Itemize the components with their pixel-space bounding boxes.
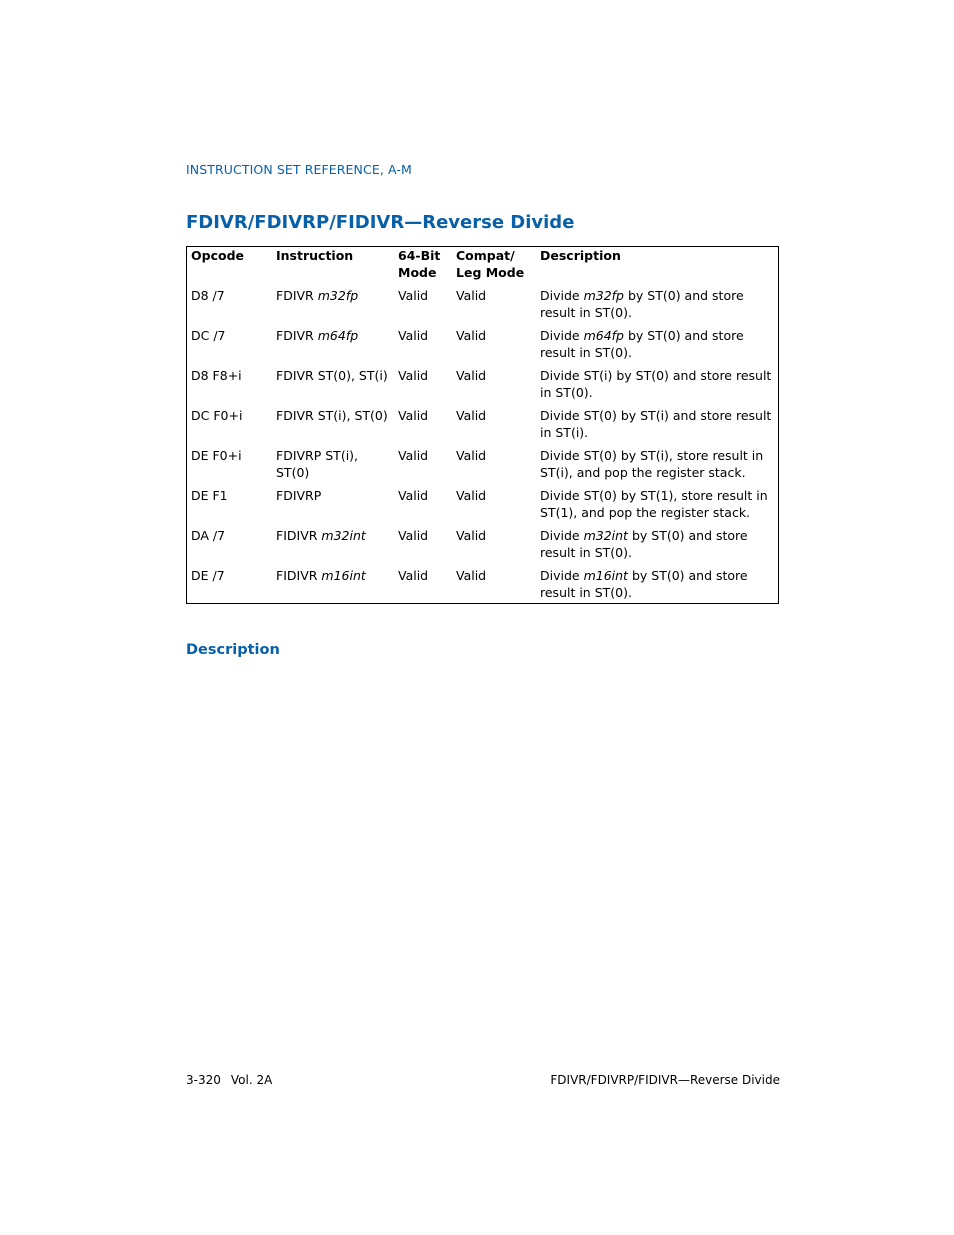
instruction-mnemonic: FDIVRP bbox=[276, 488, 322, 503]
cell-instruction bbox=[272, 487, 394, 527]
description-operand: m16int bbox=[583, 568, 628, 583]
column-header-compat-line1: Compat/ bbox=[456, 248, 515, 263]
column-header-64bit-mode bbox=[394, 247, 452, 288]
column-header-description: Description bbox=[540, 248, 621, 263]
cell-opcode: DE /7 bbox=[191, 568, 225, 583]
cell-64bit-mode: Valid bbox=[398, 368, 429, 383]
column-header-64bit-mode-line2: Mode bbox=[398, 265, 437, 280]
table-row bbox=[187, 327, 779, 367]
cell-opcode: D8 F8+i bbox=[191, 368, 242, 383]
cell-compat-mode: Valid bbox=[456, 368, 487, 383]
instruction-operand: m32int bbox=[321, 528, 366, 543]
cell-compat-mode: Valid bbox=[456, 568, 487, 583]
cell-description bbox=[536, 327, 779, 367]
footer-volume: Vol. 2A bbox=[230, 1073, 273, 1087]
cell-opcode: DA /7 bbox=[191, 528, 226, 543]
instruction-mnemonic: FDIVR bbox=[276, 328, 314, 343]
instruction-mnemonic: FDIVR ST(0), ST(i) bbox=[276, 368, 388, 383]
table-row bbox=[187, 527, 779, 567]
description-text: Divide bbox=[540, 568, 580, 583]
table-header-row bbox=[187, 247, 779, 288]
cell-instruction bbox=[272, 567, 394, 604]
table-row bbox=[187, 447, 779, 487]
section-heading-description: Description bbox=[186, 642, 280, 658]
instruction-mnemonic: FDIVR ST(i), ST(0) bbox=[276, 408, 388, 423]
instruction-operand: m64fp bbox=[317, 328, 359, 343]
instruction-mnemonic: FIDIVR bbox=[276, 568, 318, 583]
cell-compat-mode: Valid bbox=[456, 328, 487, 343]
instruction-operand: m32fp bbox=[317, 288, 359, 303]
cell-compat-mode: Valid bbox=[456, 528, 487, 543]
description-operand: m32int bbox=[583, 528, 628, 543]
cell-description bbox=[536, 367, 779, 407]
instruction-mnemonic: FDIVRP ST(i), ST(0) bbox=[276, 448, 359, 480]
description-text: Divide ST(0) by ST(i) and store result in ST(i). bbox=[540, 408, 772, 440]
cell-64bit-mode: Valid bbox=[398, 448, 429, 463]
column-header-opcode: Opcode bbox=[191, 248, 244, 263]
table-row bbox=[187, 367, 779, 407]
cell-64bit-mode: Valid bbox=[398, 528, 429, 543]
cell-instruction bbox=[272, 407, 394, 447]
footer-page-number: 3-320 bbox=[186, 1073, 221, 1087]
running-header: INSTRUCTION SET REFERENCE, A-M bbox=[186, 162, 412, 177]
cell-compat-mode: Valid bbox=[456, 488, 487, 503]
column-header-instruction: Instruction bbox=[276, 248, 354, 263]
cell-opcode: DC /7 bbox=[191, 328, 226, 343]
cell-64bit-mode: Valid bbox=[398, 328, 429, 343]
table-row bbox=[187, 567, 779, 604]
page-title: FDIVR/FDIVRP/FIDIVR—Reverse Divide bbox=[186, 212, 575, 233]
description-text-rest: by ST(0) and store result in ST(0). bbox=[540, 568, 748, 600]
cell-instruction bbox=[272, 327, 394, 367]
cell-instruction bbox=[272, 527, 394, 567]
table-row bbox=[187, 407, 779, 447]
instruction-mnemonic: FDIVR bbox=[276, 288, 314, 303]
footer-left bbox=[186, 1073, 272, 1087]
cell-description bbox=[536, 447, 779, 487]
description-text: Divide bbox=[540, 328, 580, 343]
description-text-rest: by ST(0) and store result in ST(0). bbox=[540, 288, 744, 320]
description-operand: m64fp bbox=[583, 328, 624, 343]
column-header-64bit-mode-line1: 64-Bit bbox=[398, 248, 441, 263]
description-text: Divide bbox=[540, 288, 580, 303]
description-text: Divide ST(0) by ST(1), store result in ST(1), and pop the register stack. bbox=[540, 488, 768, 520]
description-text: Divide ST(0) by ST(i), store result in ST(i), and pop the register stack. bbox=[540, 448, 764, 480]
cell-description bbox=[536, 527, 779, 567]
cell-compat-mode: Valid bbox=[456, 448, 487, 463]
instruction-mnemonic: FIDIVR bbox=[276, 528, 318, 543]
cell-description bbox=[536, 407, 779, 447]
description-text-rest: by ST(0) and store result in ST(0). bbox=[540, 328, 744, 360]
description-operand: m32fp bbox=[583, 288, 624, 303]
cell-description bbox=[536, 487, 779, 527]
footer-right-title: FDIVR/FDIVRP/FIDIVR—Reverse Divide bbox=[550, 1073, 780, 1087]
cell-opcode: DC F0+i bbox=[191, 408, 243, 423]
column-header-compat-leg-mode bbox=[452, 247, 536, 288]
description-text: Divide ST(i) by ST(0) and store result in ST(0). bbox=[540, 368, 772, 400]
description-text-rest: by ST(0) and store result in ST(0). bbox=[540, 528, 748, 560]
cell-compat-mode: Valid bbox=[456, 288, 487, 303]
cell-opcode: DE F1 bbox=[191, 488, 228, 503]
cell-instruction bbox=[272, 287, 394, 327]
cell-64bit-mode: Valid bbox=[398, 288, 429, 303]
cell-opcode: D8 /7 bbox=[191, 288, 225, 303]
cell-opcode: DE F0+i bbox=[191, 448, 242, 463]
cell-64bit-mode: Valid bbox=[398, 488, 429, 503]
cell-64bit-mode: Valid bbox=[398, 568, 429, 583]
instruction-operand: m16int bbox=[321, 568, 366, 583]
cell-description bbox=[536, 287, 779, 327]
table-row bbox=[187, 487, 779, 527]
column-header-compat-line2: Leg Mode bbox=[456, 265, 525, 280]
cell-instruction bbox=[272, 447, 394, 487]
cell-description bbox=[536, 567, 779, 604]
description-text: Divide bbox=[540, 528, 580, 543]
cell-compat-mode: Valid bbox=[456, 408, 487, 423]
cell-instruction bbox=[272, 367, 394, 407]
cell-64bit-mode: Valid bbox=[398, 408, 429, 423]
table-row bbox=[187, 287, 779, 327]
instruction-table bbox=[186, 246, 779, 604]
